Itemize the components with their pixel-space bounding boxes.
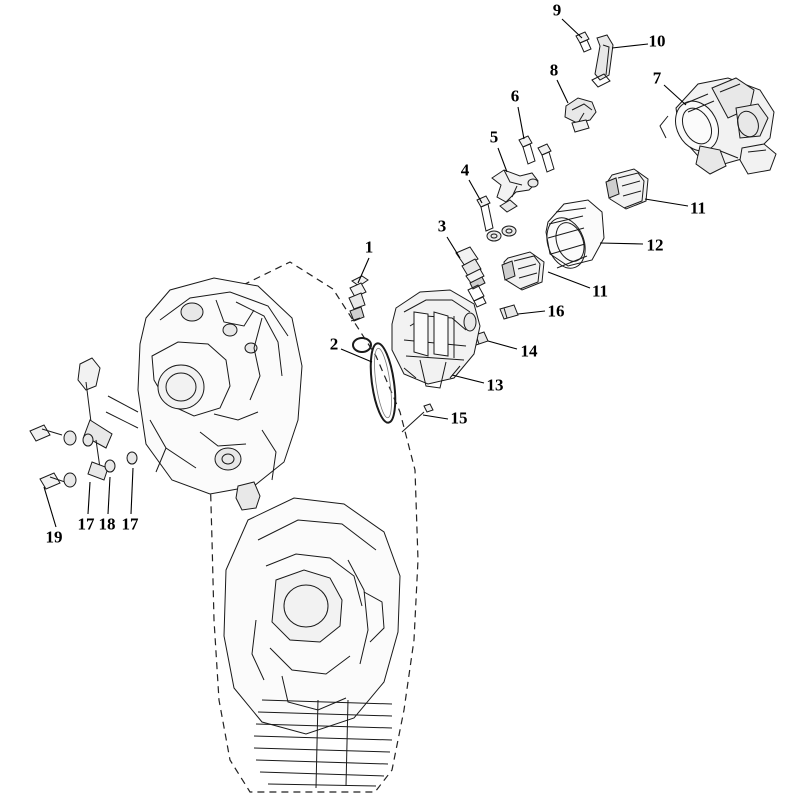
callout-number-8: 8: [549, 60, 559, 80]
callout-number-9: 9: [552, 0, 562, 20]
part-11-hose-clamp-upper: [606, 169, 648, 209]
callout-number-11: 11: [689, 198, 707, 218]
callout-number-4: 4: [460, 160, 470, 180]
part-13-intake-manifold: [392, 290, 480, 388]
callout-number-17: 17: [121, 514, 139, 534]
part-15-pin-rod: [402, 404, 433, 432]
part-6-bolts: [519, 136, 554, 172]
part-11-hose-clamp-lower: [502, 252, 544, 290]
callout-number-3: 3: [437, 216, 447, 236]
callout-number-13: 13: [486, 375, 504, 395]
callout-number-18: 18: [98, 514, 116, 534]
cylinder-block-lower: [224, 498, 400, 788]
cylinder-head-upper-body: [138, 278, 302, 510]
callout-leader-lines: [44, 19, 688, 527]
part-16-bushing: [500, 305, 518, 319]
part-8-hose-elbow: [565, 98, 596, 132]
callout-number-16: 16: [547, 301, 565, 321]
callout-number-14: 14: [520, 341, 538, 361]
callout-number-1: 1: [364, 237, 374, 257]
part-5-rocker-bracket: [492, 170, 538, 236]
callout-number-10: 10: [648, 31, 666, 51]
part-12-intake-boot: [540, 200, 604, 274]
part-10-bracket-arm: [592, 35, 613, 87]
part-4-valve-stem: [477, 196, 501, 241]
callout-number-15: 15: [450, 408, 468, 428]
callout-number-17: 17: [77, 514, 95, 534]
callout-number-5: 5: [489, 127, 499, 147]
callout-number-11: 11: [591, 281, 609, 301]
callout-number-2: 2: [329, 334, 339, 354]
left-bolt-assembly: [30, 358, 138, 489]
part-7-throttle-body: [660, 78, 776, 174]
callout-number-12: 12: [646, 235, 664, 255]
callout-number-19: 19: [45, 527, 63, 547]
callout-number-6: 6: [510, 86, 520, 106]
callout-number-7: 7: [652, 68, 662, 88]
